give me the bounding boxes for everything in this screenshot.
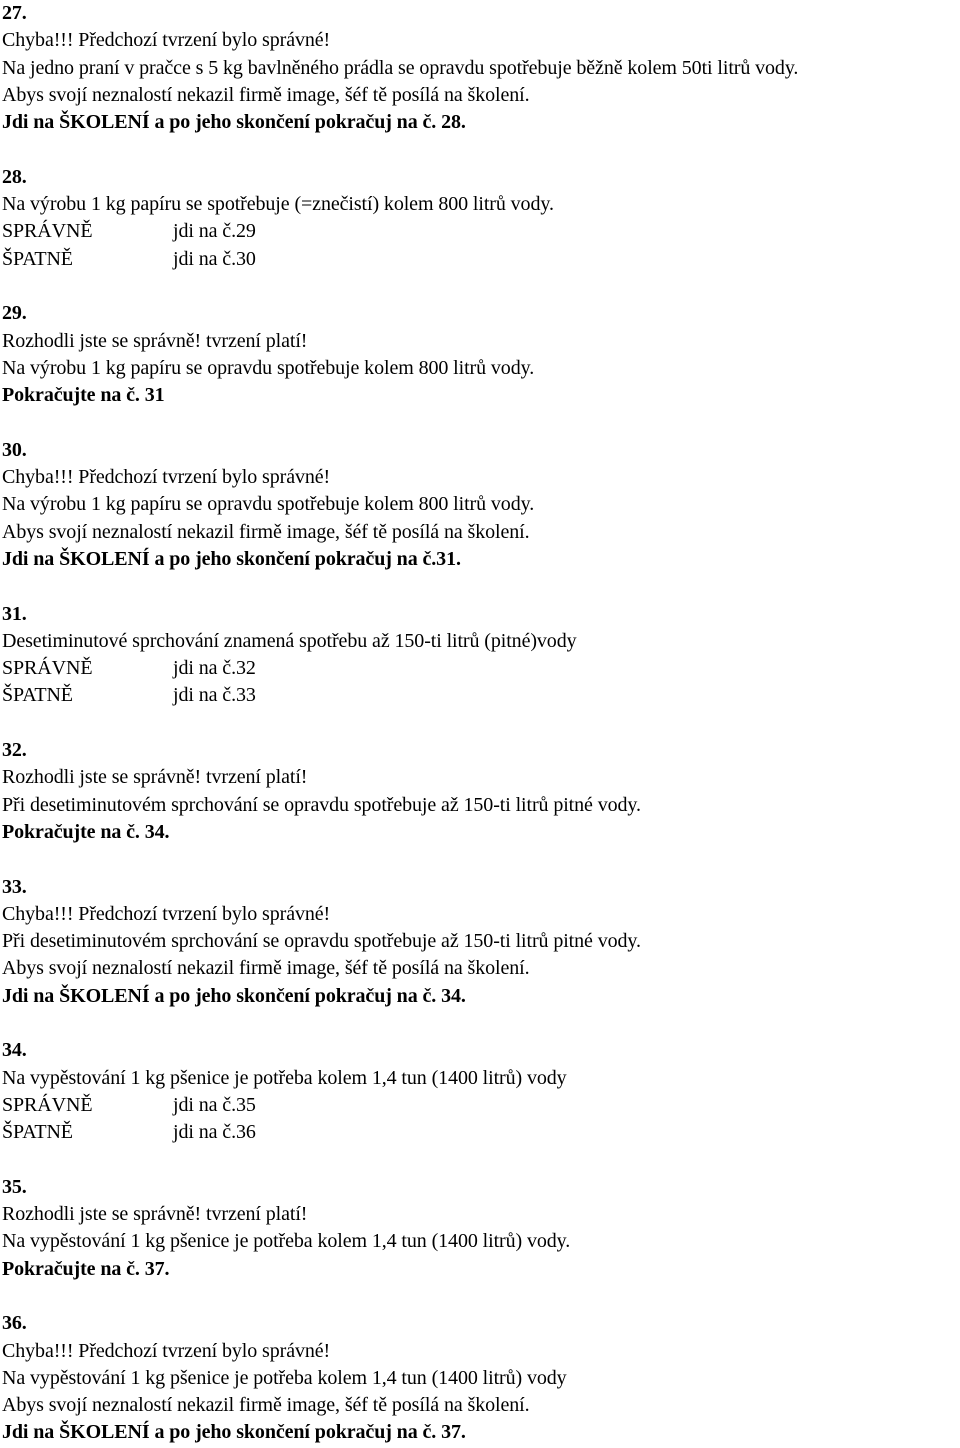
section-number: 28. (2, 165, 27, 188)
choice-label: ŠPATNĚ (2, 684, 73, 707)
answer-choice[interactable] (2, 1119, 958, 1146)
continue-instruction: Pokračujte na č. 31 (2, 384, 165, 407)
choice-label: SPRÁVNĚ (2, 1093, 93, 1116)
section-number: 36. (2, 1312, 27, 1335)
statement-line: Chyba!!! Předchozí tvrzení bylo správné! (2, 902, 331, 925)
statement-line: Abys svojí neznalostí nekazil firmě image, šéf tě posílá na školení. (2, 83, 530, 106)
answer-choice[interactable] (2, 246, 958, 273)
statement-line: Rozhodli jste se správně! tvrzení platí! (2, 329, 308, 352)
quiz-section (2, 874, 958, 1038)
quiz-section (2, 1174, 958, 1310)
continue-instruction: Jdi na ŠKOLENÍ a po jeho skončení pokračuj na č. 28. (2, 111, 466, 134)
section-spacer (2, 273, 958, 300)
statement-line: Na vypěstování 1 kg pšenice je potřeba kolem 1,4 tun (1400 litrů) vody (2, 1366, 567, 1389)
statement-line: Při desetiminutovém sprchování se opravdu spotřebuje až 150-ti litrů pitné vody. (2, 930, 641, 953)
statement-line: Na výrobu 1 kg papíru se opravdu spotřebuje kolem 800 litrů vody. (2, 493, 535, 516)
statement-line: Na vypěstování 1 kg pšenice je potřeba kolem 1,4 tun (1400 litrů) vody (2, 1066, 567, 1089)
answer-choice[interactable] (2, 218, 958, 245)
quiz-section (2, 737, 958, 873)
statement-line: Rozhodli jste se správně! tvrzení platí! (2, 766, 308, 789)
section-spacer (2, 409, 958, 436)
section-spacer (2, 136, 958, 163)
choice-target: jdi na č.30 (173, 247, 256, 270)
choice-label: SPRÁVNĚ (2, 220, 93, 243)
continue-instruction: Pokračujte na č. 34. (2, 820, 170, 843)
choice-target: jdi na č.29 (173, 220, 256, 243)
section-spacer (2, 710, 958, 737)
statement-line: Na jedno praní v pračce s 5 kg bavlněného prádla se opravdu spotřebuje běžně kolem 50ti litrů vody. (2, 56, 799, 79)
statement-line: Při desetiminutovém sprchování se opravdu spotřebuje až 150-ti litrů pitné vody. (2, 793, 641, 816)
statement-line: Chyba!!! Předchozí tvrzení bylo správné! (2, 1339, 331, 1362)
section-number: 35. (2, 1175, 27, 1198)
choice-label: SPRÁVNĚ (2, 657, 93, 680)
statement-line: Chyba!!! Předchozí tvrzení bylo správné! (2, 29, 331, 52)
quiz-section (2, 300, 958, 436)
section-spacer (2, 1146, 958, 1173)
statement-line: Abys svojí neznalostí nekazil firmě image, šéf tě posílá na školení. (2, 520, 530, 543)
answer-choice[interactable] (2, 1092, 958, 1119)
statement-line: Rozhodli jste se správně! tvrzení platí! (2, 1203, 308, 1226)
quiz-section (2, 164, 958, 300)
quiz-section (2, 1310, 958, 1446)
choice-target: jdi na č.36 (173, 1121, 256, 1144)
quiz-section (2, 601, 958, 737)
statement-line: Abys svojí neznalostí nekazil firmě image, šéf tě posílá na školení. (2, 1394, 530, 1417)
section-number: 30. (2, 438, 27, 461)
choice-target: jdi na č.33 (173, 684, 256, 707)
answer-choice[interactable] (2, 682, 958, 709)
continue-instruction: Jdi na ŠKOLENÍ a po jeho skončení pokračuj na č.31. (2, 547, 461, 570)
section-number: 29. (2, 302, 27, 325)
section-spacer (2, 1010, 958, 1037)
continue-instruction: Pokračujte na č. 37. (2, 1257, 170, 1280)
choice-target: jdi na č.32 (173, 657, 256, 680)
choice-label: ŠPATNĚ (2, 247, 73, 270)
quiz-section (2, 437, 958, 601)
answer-choice[interactable] (2, 655, 958, 682)
section-spacer (2, 846, 958, 873)
statement-line: Chyba!!! Předchozí tvrzení bylo správné! (2, 466, 331, 489)
statement-line: Desetiminutové sprchování znamená spotřebu až 150-ti litrů (pitné)vody (2, 629, 577, 652)
quiz-section (2, 0, 958, 164)
statement-line: Na vypěstování 1 kg pšenice je potřeba kolem 1,4 tun (1400 litrů) vody. (2, 1230, 571, 1253)
section-number: 33. (2, 875, 27, 898)
continue-instruction: Jdi na ŠKOLENÍ a po jeho skončení pokračuj na č. 37. (2, 1421, 466, 1444)
section-spacer (2, 573, 958, 600)
statement-line: Abys svojí neznalostí nekazil firmě image, šéf tě posílá na školení. (2, 957, 530, 980)
choice-target: jdi na č.35 (173, 1093, 256, 1116)
section-number: 27. (2, 2, 27, 24)
document-body (2, 0, 958, 1447)
statement-line: Na výrobu 1 kg papíru se opravdu spotřebuje kolem 800 litrů vody. (2, 356, 535, 379)
continue-instruction: Jdi na ŠKOLENÍ a po jeho skončení pokračuj na č. 34. (2, 984, 466, 1007)
choice-label: ŠPATNĚ (2, 1121, 73, 1144)
statement-line: Na výrobu 1 kg papíru se spotřebuje (=znečistí) kolem 800 litrů vody. (2, 193, 554, 216)
section-spacer (2, 1283, 958, 1310)
section-number: 34. (2, 1039, 27, 1062)
section-number: 32. (2, 739, 27, 762)
quiz-section (2, 1037, 958, 1173)
section-number: 31. (2, 602, 27, 625)
